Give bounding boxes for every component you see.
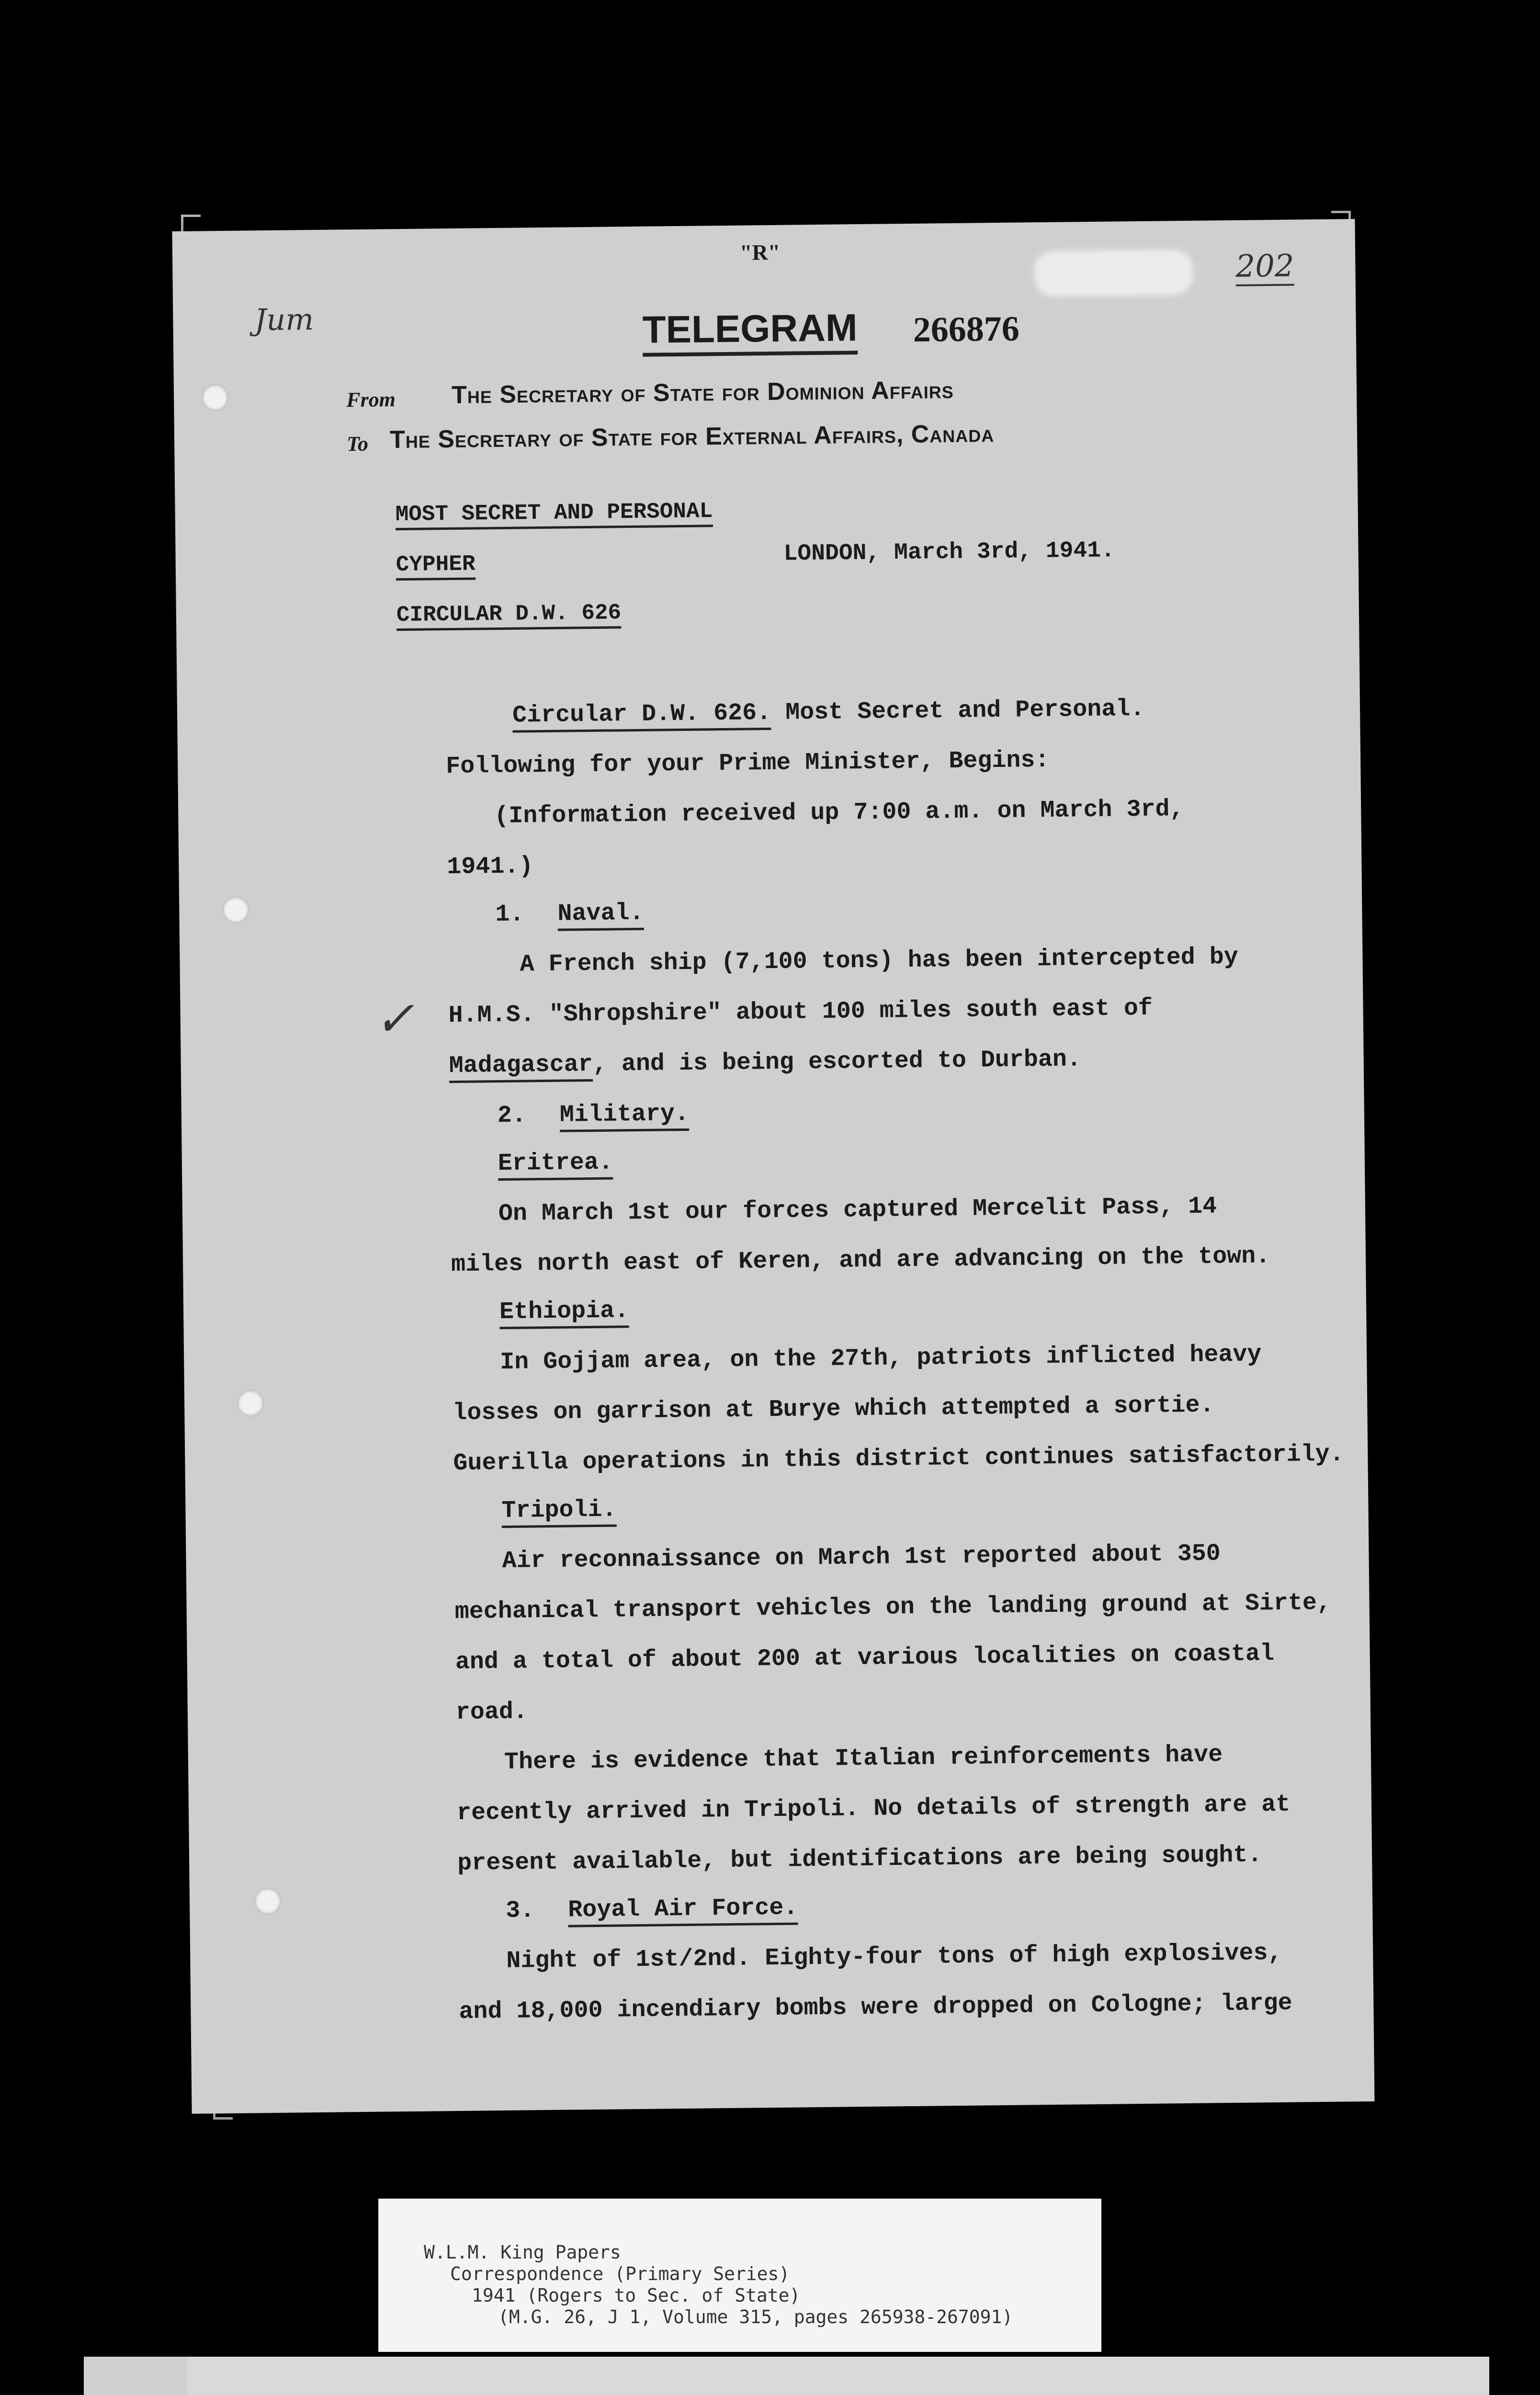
- section1-line2: H.M.S. "Shropshire" about 100 miles south east of: [448, 994, 1153, 1030]
- public-archives-banner: [187, 2357, 1489, 2395]
- ethiopia-line1: In Gojjam area, on the 27th, patriots inflicted heavy: [499, 1341, 1262, 1376]
- tripoli-line6: recently arrived in Tripoli. No details of strength are at: [456, 1791, 1291, 1827]
- classification-mark: "R": [739, 240, 781, 265]
- tripoli-line1: Air reconnaissance on March 1st reported about 350: [502, 1540, 1221, 1575]
- madagascar-underlined: Madagascar: [449, 1051, 593, 1083]
- section1-number: 1.: [495, 901, 524, 929]
- tripoli-line2: mechanical transport vehicles on the landing ground at Sirte,: [454, 1589, 1332, 1626]
- header-circular: CIRCULAR D.W. 626: [396, 600, 622, 631]
- archive-reference-card: [378, 2199, 1101, 2352]
- body-intro-line1: [512, 696, 1145, 730]
- to-label: To: [346, 432, 369, 456]
- intro-rest: Most Secret and Personal.: [770, 695, 1145, 727]
- telegram-title: TELEGRAM: [642, 306, 858, 357]
- intro-ref: Circular D.W. 626.: [512, 699, 771, 733]
- tripoli-line3: and a total of about 200 at various localities on coastal: [455, 1640, 1275, 1676]
- tripoli-heading: Tripoli.: [501, 1496, 617, 1528]
- check-mark: ✓: [374, 990, 415, 1047]
- redaction-smudge: [1034, 250, 1193, 297]
- archive-card-line4: (M.G. 26, J 1, Volume 315, pages 265938-267091): [498, 2306, 1013, 2327]
- archive-card-line1: W.L.M. King Papers: [424, 2242, 621, 2263]
- telegram-page: [172, 219, 1374, 2114]
- section2-number: 2.: [497, 1102, 527, 1130]
- handwritten-page-number: 202: [1235, 249, 1294, 286]
- section3-line2: and 18,000 incendiary bombs were dropped on Cologne; large: [459, 1989, 1292, 2026]
- section1-heading: Naval.: [557, 900, 644, 931]
- body-intro-line2: Following for your Prime Minister, Begins:: [445, 746, 1050, 781]
- from-value: The Secretary of State for Dominion Affairs: [451, 376, 954, 409]
- eritrea-heading: Eritrea.: [498, 1149, 613, 1181]
- telegram-number: 266876: [913, 309, 1020, 350]
- archive-card-line3: 1941 (Rogers to Sec. of State): [472, 2285, 801, 2306]
- section1-line3-rest: , and is being escorted to Durban.: [592, 1046, 1082, 1078]
- handwritten-initials: Jum: [254, 301, 314, 338]
- tripoli-line5: There is evidence that Italian reinforcements have: [504, 1741, 1223, 1776]
- place-date: LONDON, March 3rd, 1941.: [783, 537, 1115, 567]
- section1-line1: A French ship (7,100 tons) has been intercepted by: [520, 943, 1239, 979]
- section3-heading: Royal Air Force.: [568, 1894, 798, 1927]
- archive-card-line2: Correspondence (Primary Series): [450, 2263, 790, 2284]
- ethiopia-line2: losses on garrison at Burye which attempted a sortie.: [453, 1391, 1214, 1427]
- punch-hole: [237, 1390, 264, 1417]
- from-label: From: [346, 388, 396, 412]
- info-line1: (Information received up 7:00 a.m. on March 3rd,: [494, 795, 1184, 831]
- banner-edge-left: [84, 2357, 187, 2395]
- tripoli-line4: road.: [455, 1698, 528, 1727]
- tripoli-line7: present available, but identifications are being sought.: [457, 1841, 1262, 1877]
- ethiopia-line3: Guerilla operations in this district continues satisfactorily.: [453, 1440, 1344, 1478]
- info-line2: 1941.): [447, 853, 533, 881]
- ethiopia-heading: Ethiopia.: [499, 1297, 629, 1329]
- header-cypher: CYPHER: [396, 551, 476, 581]
- header-classification: MOST SECRET AND PERSONAL: [395, 499, 713, 530]
- punch-hole: [222, 896, 249, 924]
- eritrea-line2: miles north east of Keren, and are advancing on the town.: [451, 1243, 1270, 1279]
- punch-hole: [254, 1888, 282, 1915]
- section1-line3: [449, 1046, 1081, 1080]
- section2-heading: Military.: [560, 1100, 690, 1132]
- section3-number: 3.: [505, 1897, 535, 1925]
- to-value: The Secretary of State for External Affairs, Canada: [389, 420, 995, 454]
- eritrea-line1: On March 1st our forces captured Mercelit Pass, 14: [498, 1193, 1217, 1228]
- punch-hole: [202, 384, 229, 411]
- section3-line1: Night of 1st/2nd. Eighty-four tons of high explosives,: [506, 1939, 1282, 1975]
